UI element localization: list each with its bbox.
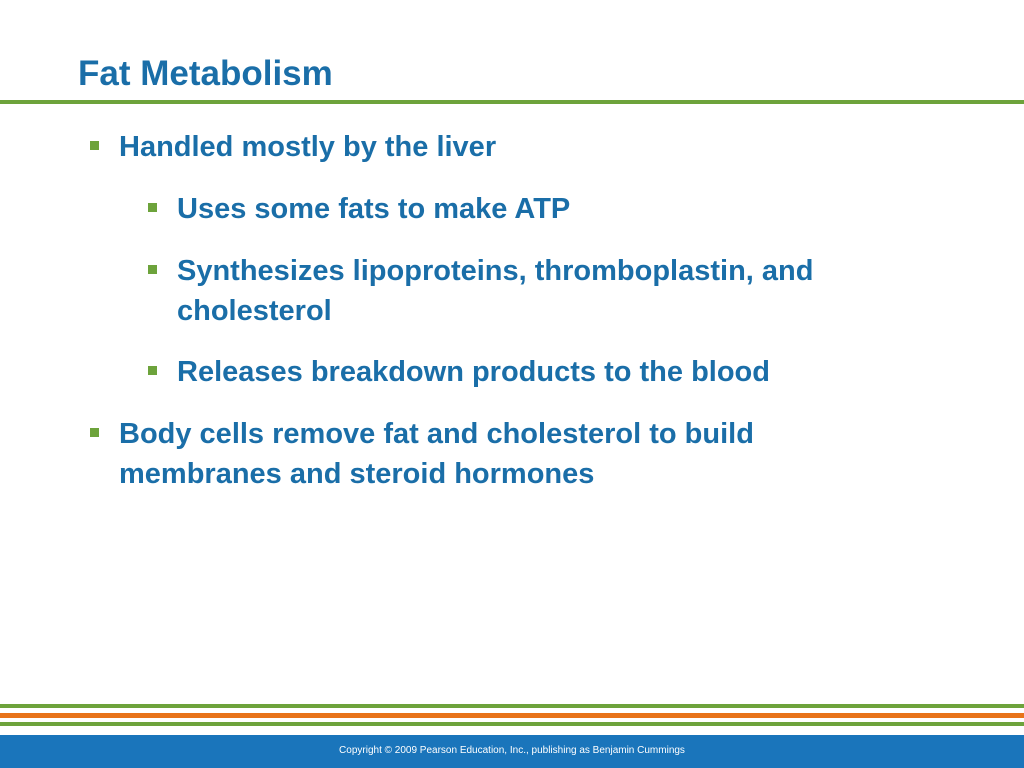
bullet-text: Body cells remove fat and cholesterol to build membranes and steroid hormones [119, 418, 754, 490]
bullet-item [119, 127, 939, 167]
sub-bullet-text: Uses some fats to make ATP [177, 193, 571, 225]
square-bullet-icon [148, 366, 157, 375]
bullet-item [119, 414, 889, 494]
sub-bullet-item [177, 251, 947, 331]
footer-green-stripe [0, 722, 1024, 726]
footer-orange-stripe [0, 713, 1024, 718]
sub-bullet-text: Synthesizes lipoproteins, thromboplastin, and cholesterol [177, 255, 814, 327]
title-divider [0, 100, 1024, 104]
square-bullet-icon [90, 428, 99, 437]
sub-bullet-item [177, 352, 947, 392]
sub-bullet-text: Releases breakdown products to the blood [177, 356, 770, 388]
square-bullet-icon [148, 203, 157, 212]
footer-green-stripe [0, 704, 1024, 708]
slide-title: Fat Metabolism [78, 54, 333, 93]
sub-bullet-item [177, 189, 947, 229]
bullet-text: Handled mostly by the liver [119, 131, 497, 163]
copyright-notice [0, 744, 1024, 758]
square-bullet-icon [148, 265, 157, 274]
copyright-text: Copyright © 2009 Pearson Education, Inc., publishing as Benjamin Cummings [339, 745, 685, 756]
square-bullet-icon [90, 141, 99, 150]
